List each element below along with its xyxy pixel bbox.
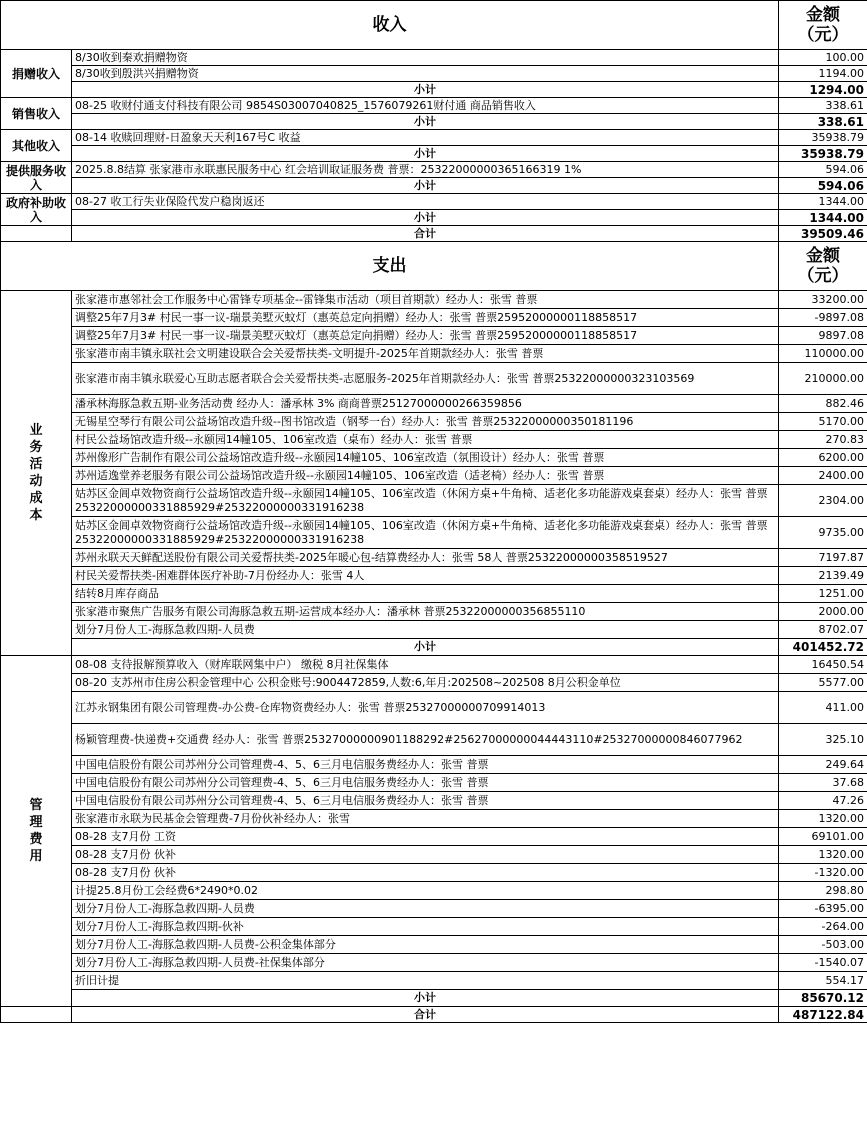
income-amount: 100.00	[779, 50, 867, 66]
expense-desc: 苏州永联天天鲜配送股份有限公司关爱帮扶类-2025年暖心包-结算费经办人：张雪 58人 普票25322000000358519527	[72, 549, 779, 567]
expense-desc: 村民关爱帮扶类-困难群体医疗补助-7月份经办人：张雪 4人	[72, 567, 779, 585]
income-category: 政府补助收入	[1, 194, 72, 226]
income-category: 销售收入	[1, 98, 72, 130]
expense-row	[1, 291, 867, 309]
income-subtotal-row	[1, 210, 867, 226]
income-row	[1, 50, 867, 66]
expense-category-label: 业务活动成本	[29, 423, 43, 523]
expense-desc: 08-08 支待报解预算收入（财库联网集中户） 缴税 8月社保集体	[72, 656, 779, 674]
income-title: 收入	[1, 1, 779, 50]
expense-amount: 37.68	[779, 774, 867, 792]
expense-row	[1, 724, 867, 756]
income-amount-header	[779, 1, 867, 50]
expense-row	[1, 431, 867, 449]
expense-desc: 折旧计提	[72, 972, 779, 990]
subtotal-amount: 85670.12	[779, 990, 867, 1007]
expense-desc: 姑苏区金阊卓效物资商行公益场馆改造升级--永颐园14幢105、106室改造（休闲方桌+牛角椅、适老化多功能游戏桌套桌）经办人：张雪 普票25322000000331885929#25322000000331916238	[72, 517, 779, 549]
expense-desc: 村民公益场馆改造升级--永颐园14幢105、106室改造（桌布）经办人：张雪 普票	[72, 431, 779, 449]
expense-amount: 33200.00	[779, 291, 867, 309]
expense-title: 支出	[1, 242, 779, 291]
expense-desc: 划分7月份人工-海豚急救四期-伙补	[72, 918, 779, 936]
expense-row	[1, 585, 867, 603]
expense-amount: -6395.00	[779, 900, 867, 918]
amount-header-line2: （元）	[797, 25, 849, 45]
expense-desc: 苏州适逸堂养老服务有限公司公益场馆改造升级--永颐园14幢105、106室改造（适老椅）经办人：张雪 普票	[72, 467, 779, 485]
expense-desc: 张家港市南丰镇永联社会文明建设联合会关爱帮扶类-文明提升-2025年首期款经办人：张雪 普票	[72, 345, 779, 363]
income-row	[1, 130, 867, 146]
expense-amount: 2400.00	[779, 467, 867, 485]
expense-category-label: 管理费用	[29, 798, 43, 864]
expense-row	[1, 936, 867, 954]
expense-desc: 张家港市惠邻社会工作服务中心雷锋专项基金--雷锋集市活动（项目首期款）经办人：张雪 普票	[72, 291, 779, 309]
expense-amount: 210000.00	[779, 363, 867, 395]
expense-row	[1, 846, 867, 864]
expense-desc: 苏州像形广告制作有限公司公益场馆改造升级--永颐园14幢105、106室改造（氛围设计）经办人：张雪 普票	[72, 449, 779, 467]
subtotal-amount: 35938.79	[779, 146, 867, 162]
income-category: 提供服务收入	[1, 162, 72, 194]
expense-desc: 划分7月份人工-海豚急救四期-人员费-公积金集体部分	[72, 936, 779, 954]
amount-header-line1: 金额	[806, 5, 840, 25]
subtotal-amount: 594.06	[779, 178, 867, 194]
expense-row	[1, 621, 867, 639]
expense-desc: 调整25年7月3# 村民一事一议-瑞景美墅灭蚊灯（惠英总定向捐赠）经办人：张雪 普票25952000000118858517	[72, 309, 779, 327]
expense-amount: 411.00	[779, 692, 867, 724]
expense-desc: 张家港市南丰镇永联爱心互助志愿者联合会关爱帮扶类-志愿服务-2025年首期款经办人：张雪 普票25322000000323103569	[72, 363, 779, 395]
expense-desc: 潘承林海豚急救五期-业务活动费 经办人：潘承林 3% 商商普票25127000000266359856	[72, 395, 779, 413]
expense-amount: 2139.49	[779, 567, 867, 585]
expense-desc: 张家港市聚焦广告服务有限公司海豚急救五期-运营成本经办人：潘承林 普票25322000000356855110	[72, 603, 779, 621]
income-amount: 594.06	[779, 162, 867, 178]
expense-amount: 1251.00	[779, 585, 867, 603]
expense-desc: 08-20 支苏州市住房公积金管理中心 公积金账号:9004472859,人数:6,年月:202508~202508 8月公积金单位	[72, 674, 779, 692]
income-total-row	[1, 226, 867, 242]
expense-row	[1, 517, 867, 549]
income-desc: 08-25 收财付通支付科技有限公司 9854S03007040825_1576079261财付通 商品销售收入	[72, 98, 779, 114]
income-subtotal-row	[1, 114, 867, 130]
expense-row	[1, 828, 867, 846]
income-amount: 338.61	[779, 98, 867, 114]
expense-row	[1, 603, 867, 621]
expense-row	[1, 756, 867, 774]
expense-row	[1, 918, 867, 936]
expense-amount: 882.46	[779, 395, 867, 413]
income-row	[1, 194, 867, 210]
expense-desc: 无锡星空琴行有限公司公益场馆改造升级--图书馆改造（钢琴一台）经办人：张雪 普票25322000000350181196	[72, 413, 779, 431]
expense-amount: 2000.00	[779, 603, 867, 621]
expense-amount: 47.26	[779, 792, 867, 810]
expense-amount: -9897.08	[779, 309, 867, 327]
income-desc: 08-27 收工行失业保险代发户稳岗返还	[72, 194, 779, 210]
subtotal-label: 小计	[72, 639, 779, 656]
expense-desc: 中国电信股份有限公司苏州分公司管理费-4、5、6三月电信服务费经办人：张雪 普票	[72, 774, 779, 792]
total-amount: 39509.46	[779, 226, 867, 242]
expense-row	[1, 972, 867, 990]
subtotal-label: 小计	[72, 210, 779, 226]
expense-desc: 姑苏区金阊卓效物资商行公益场馆改造升级--永颐园14幢105、106室改造（休闲方桌+牛角椅、适老化多功能游戏桌套桌）经办人：张雪 普票25322000000331885929#25322000000331916238	[72, 485, 779, 517]
expense-row	[1, 774, 867, 792]
expense-amount: 554.17	[779, 972, 867, 990]
income-category: 捐赠收入	[1, 50, 72, 98]
expense-row	[1, 692, 867, 724]
expense-amount: 5170.00	[779, 413, 867, 431]
expense-amount: 6200.00	[779, 449, 867, 467]
income-row	[1, 66, 867, 82]
expense-desc: 08-28 支7月份 伙补	[72, 864, 779, 882]
expense-desc: 张家港市永联为民基金会管理费-7月份伙补经办人：张雪	[72, 810, 779, 828]
expense-amount: -264.00	[779, 918, 867, 936]
income-row	[1, 162, 867, 178]
income-amount: 35938.79	[779, 130, 867, 146]
expense-amount: 325.10	[779, 724, 867, 756]
subtotal-label: 小计	[72, 990, 779, 1007]
income-row	[1, 98, 867, 114]
expense-header-row	[1, 242, 867, 291]
expense-row	[1, 363, 867, 395]
subtotal-label: 小计	[72, 178, 779, 194]
income-subtotal-row	[1, 82, 867, 98]
subtotal-label: 小计	[72, 146, 779, 162]
expense-row	[1, 882, 867, 900]
income-desc: 08-14 收赎回理财-日盈象天天利167号C 收益	[72, 130, 779, 146]
total-label: 合计	[72, 1007, 779, 1023]
expense-amount: 9735.00	[779, 517, 867, 549]
expense-row	[1, 395, 867, 413]
expense-row	[1, 900, 867, 918]
expense-amount: 2304.00	[779, 485, 867, 517]
income-subtotal-row	[1, 146, 867, 162]
subtotal-amount: 1344.00	[779, 210, 867, 226]
income-desc: 8/30收到秦欢捐赠物资	[72, 50, 779, 66]
expense-row	[1, 413, 867, 431]
income-amount: 1194.00	[779, 66, 867, 82]
expense-amount: -1540.07	[779, 954, 867, 972]
subtotal-amount: 338.61	[779, 114, 867, 130]
subtotal-label: 小计	[72, 114, 779, 130]
expense-row	[1, 549, 867, 567]
expense-row	[1, 674, 867, 692]
expense-amount: 249.64	[779, 756, 867, 774]
expense-subtotal-row	[1, 990, 867, 1007]
amount-header-line2: （元）	[797, 266, 849, 286]
expense-desc: 划分7月份人工-海豚急救四期-人员费	[72, 900, 779, 918]
expense-amount: 270.83	[779, 431, 867, 449]
expense-desc: 计提25.8月份工会经费6*2490*0.02	[72, 882, 779, 900]
expense-amount: 1320.00	[779, 846, 867, 864]
expense-row	[1, 449, 867, 467]
income-subtotal-row	[1, 178, 867, 194]
expense-row	[1, 467, 867, 485]
total-amount: 487122.84	[779, 1007, 867, 1023]
income-header-row	[1, 1, 867, 50]
expense-row	[1, 345, 867, 363]
income-desc: 8/30收到殷洪兴捐赠物资	[72, 66, 779, 82]
expense-row	[1, 864, 867, 882]
expense-row	[1, 792, 867, 810]
income-category: 其他收入	[1, 130, 72, 162]
subtotal-amount: 401452.72	[779, 639, 867, 656]
expense-desc: 08-28 支7月份 工资	[72, 828, 779, 846]
expense-desc: 江苏永钢集团有限公司管理费-办公费-仓库物资费经办人：张雪 普票25327000000709914013	[72, 692, 779, 724]
expense-row	[1, 656, 867, 674]
income-amount: 1344.00	[779, 194, 867, 210]
expense-row	[1, 485, 867, 517]
total-label: 合计	[72, 226, 779, 242]
expense-desc: 结转8月库存商品	[72, 585, 779, 603]
expense-amount: 110000.00	[779, 345, 867, 363]
expense-desc: 划分7月份人工-海豚急救四期-人员费	[72, 621, 779, 639]
expense-desc: 调整25年7月3# 村民一事一议-瑞景美墅灭蚊灯（惠英总定向捐赠）经办人：张雪 普票25952000000118858517	[72, 327, 779, 345]
expense-row	[1, 954, 867, 972]
expense-row	[1, 327, 867, 345]
expense-row	[1, 309, 867, 327]
income-desc: 2025.8.8结算 张家港市永联惠民服务中心 红会培训取证服务费 普票：25322000000365166319 1%	[72, 162, 779, 178]
expense-total-row	[1, 1007, 867, 1023]
total-blank	[1, 226, 72, 242]
total-blank	[1, 1007, 72, 1023]
expense-amount: 298.80	[779, 882, 867, 900]
expense-desc: 杨颖管理费-快递费+交通费 经办人：张雪 普票25327000000901188292#25627000000044443110#25327000000846077962	[72, 724, 779, 756]
expense-subtotal-row	[1, 639, 867, 656]
amount-header-line1: 金额	[806, 246, 840, 266]
expense-desc: 中国电信股份有限公司苏州分公司管理费-4、5、6三月电信服务费经办人：张雪 普票	[72, 756, 779, 774]
expense-amount: 69101.00	[779, 828, 867, 846]
expense-desc: 划分7月份人工-海豚急救四期-人员费-社保集体部分	[72, 954, 779, 972]
subtotal-amount: 1294.00	[779, 82, 867, 98]
expense-amount: 8702.07	[779, 621, 867, 639]
expense-amount: 9897.08	[779, 327, 867, 345]
expense-category	[1, 656, 72, 1007]
expense-desc: 中国电信股份有限公司苏州分公司管理费-4、5、6三月电信服务费经办人：张雪 普票	[72, 792, 779, 810]
expense-category	[1, 291, 72, 656]
expense-amount: -503.00	[779, 936, 867, 954]
expense-amount: 16450.54	[779, 656, 867, 674]
expense-amount: 1320.00	[779, 810, 867, 828]
expense-amount: 5577.00	[779, 674, 867, 692]
expense-row	[1, 810, 867, 828]
expense-amount: 7197.87	[779, 549, 867, 567]
expense-amount-header	[779, 242, 867, 291]
expense-desc: 08-28 支7月份 伙补	[72, 846, 779, 864]
expense-amount: -1320.00	[779, 864, 867, 882]
expense-row	[1, 567, 867, 585]
subtotal-label: 小计	[72, 82, 779, 98]
